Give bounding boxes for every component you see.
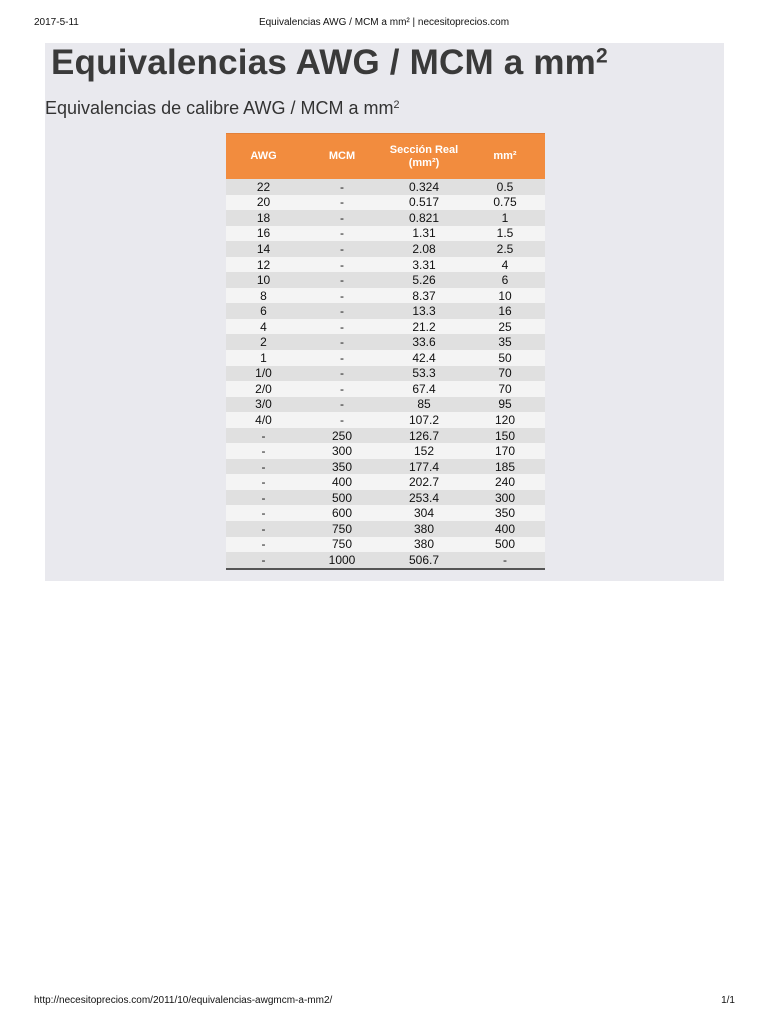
cell-awg: 22: [256, 179, 271, 194]
cell-mm2: 70: [498, 366, 512, 381]
cell-mcm: -: [340, 195, 344, 210]
cell-awg: -: [261, 506, 266, 521]
cell-mm2: 70: [498, 381, 512, 396]
cell-mcm: 750: [331, 537, 353, 552]
table-row: [226, 397, 545, 413]
cell-mcm: -: [340, 366, 344, 381]
cell-awg: 8: [260, 288, 267, 303]
cell-seccion: 67.4: [412, 381, 436, 396]
table-row: [226, 210, 545, 226]
cell-awg: -: [261, 521, 266, 536]
cell-awg: 2: [260, 335, 267, 350]
cell-awg: 4/0: [255, 412, 272, 427]
cell-awg: 18: [256, 210, 271, 225]
cell-seccion: 13.3: [412, 304, 436, 319]
cell-seccion: 380: [413, 537, 435, 552]
cell-seccion: 0.821: [408, 210, 440, 225]
cell-mm2: 1.5: [496, 226, 514, 241]
cell-mm2: 185: [494, 459, 516, 474]
table-row: [226, 288, 545, 304]
cell-mm2: 120: [494, 412, 516, 427]
cell-awg: -: [261, 428, 266, 443]
cell-seccion: 21.2: [412, 319, 436, 334]
cell-seccion: 107.2: [408, 412, 440, 427]
cell-awg: 14: [256, 241, 271, 256]
table-row: [226, 459, 545, 475]
cell-mcm: -: [340, 412, 344, 427]
cell-mcm: 1000: [328, 552, 356, 567]
cell-awg: -: [261, 444, 266, 459]
page-title: [51, 43, 608, 83]
cell-awg: -: [261, 459, 266, 474]
page-title-text: Equivalencias AWG / MCM a mm: [51, 43, 596, 82]
cell-mcm: -: [340, 319, 344, 334]
cell-mm2: 0.5: [496, 179, 514, 194]
cell-seccion: 152: [413, 444, 435, 459]
cell-mcm: -: [340, 179, 344, 194]
cell-mm2: 0.75: [493, 195, 517, 210]
cell-mcm: 600: [331, 506, 353, 521]
cell-awg: -: [261, 490, 266, 505]
cell-seccion: 380: [413, 521, 435, 536]
table-row: [226, 505, 545, 521]
cell-mcm: 300: [331, 444, 353, 459]
cell-mm2: 95: [498, 397, 512, 412]
cell-awg: 4: [260, 319, 267, 334]
cell-mcm: -: [340, 257, 344, 272]
cell-mcm: -: [340, 226, 344, 241]
cell-mcm: -: [340, 241, 344, 256]
page-subtitle-superscript: 2: [393, 99, 400, 112]
table-row: [226, 428, 545, 444]
cell-mm2: 35: [498, 335, 512, 350]
cell-awg: 1/0: [255, 366, 272, 381]
cell-awg: 10: [256, 273, 271, 288]
cell-awg: 6: [260, 304, 267, 319]
cell-awg: 3/0: [255, 397, 272, 412]
table-row: [226, 366, 545, 382]
table-row: [226, 474, 545, 490]
header-seccion-line1: Sección Real: [389, 143, 459, 156]
cell-seccion: 2.08: [412, 241, 436, 256]
table-body: [226, 179, 545, 568]
cell-mm2: -: [503, 552, 507, 567]
table-row: [226, 350, 545, 366]
cell-seccion: 8.37: [412, 288, 436, 303]
header-awg: AWG: [250, 150, 277, 162]
cell-mm2: 2.5: [496, 241, 514, 256]
table-row: [226, 490, 545, 506]
cell-mcm: 400: [331, 475, 353, 490]
cell-seccion: 253.4: [408, 490, 440, 505]
cell-mcm: -: [340, 350, 344, 365]
cell-mcm: -: [340, 273, 344, 288]
cell-awg: 16: [256, 226, 271, 241]
cell-mm2: 170: [494, 444, 516, 459]
cell-seccion: 3.31: [412, 257, 436, 272]
cell-seccion: 1.31: [412, 226, 436, 241]
cell-mcm: 750: [331, 521, 353, 536]
print-title: Equivalencias AWG / MCM a mm² | necesitoprecios.com: [258, 17, 510, 28]
cell-mcm: -: [340, 288, 344, 303]
cell-mcm: -: [340, 304, 344, 319]
page-subtitle-text: Equivalencias de calibre AWG / MCM a mm: [45, 98, 394, 118]
table-row: [226, 179, 545, 195]
cell-mcm: -: [340, 381, 344, 396]
cell-awg: 20: [256, 195, 271, 210]
cell-seccion: 0.324: [408, 179, 440, 194]
table-row: [226, 552, 545, 568]
table-row: [226, 226, 545, 242]
cell-mm2: 50: [498, 350, 512, 365]
table-header: [226, 133, 545, 179]
cell-mm2: 6: [501, 273, 509, 288]
cell-mm2: 150: [494, 428, 516, 443]
page-subtitle: [45, 98, 399, 119]
cell-mm2: 4: [501, 257, 509, 272]
cell-mm2: 25: [498, 319, 512, 334]
table-row: [226, 381, 545, 397]
cell-seccion: 304: [413, 506, 435, 521]
header-mcm: MCM: [328, 150, 356, 162]
cell-seccion: 126.7: [408, 428, 440, 443]
cell-seccion: 5.26: [412, 273, 436, 288]
equivalence-table: [226, 133, 545, 570]
table-row: [226, 443, 545, 459]
cell-seccion: 177.4: [408, 459, 440, 474]
cell-mm2: 16: [498, 304, 512, 319]
cell-seccion: 0.517: [408, 195, 440, 210]
cell-awg: -: [261, 537, 266, 552]
cell-mm2: 1: [501, 210, 509, 225]
cell-awg: -: [261, 475, 266, 490]
table-row: [226, 272, 545, 288]
page-title-superscript: 2: [596, 44, 608, 68]
cell-seccion: 33.6: [412, 335, 436, 350]
cell-mcm: 500: [331, 490, 353, 505]
cell-awg: 2/0: [255, 381, 272, 396]
cell-mcm: -: [340, 335, 344, 350]
cell-seccion: 85: [417, 397, 431, 412]
header-mm2: mm²: [493, 150, 517, 162]
cell-awg: 1: [260, 350, 267, 365]
cell-mcm: -: [340, 397, 344, 412]
table-row: [226, 319, 545, 335]
cell-awg: -: [261, 552, 266, 567]
cell-seccion: 42.4: [412, 350, 436, 365]
table-row: [226, 521, 545, 537]
cell-mm2: 350: [494, 506, 516, 521]
table-row: [226, 412, 545, 428]
print-page-count: 1/1: [721, 995, 735, 1006]
content-panel: [45, 43, 724, 581]
cell-mm2: 240: [494, 475, 516, 490]
table-row: [226, 241, 545, 257]
cell-mcm: 250: [331, 428, 353, 443]
table-row: [226, 334, 545, 350]
cell-mm2: 400: [494, 521, 516, 536]
cell-mcm: -: [340, 210, 344, 225]
header-seccion: [383, 144, 465, 170]
table-row: [226, 537, 545, 553]
cell-mm2: 500: [494, 537, 516, 552]
print-date: 2017-5-11: [34, 17, 79, 28]
table-row: [226, 303, 545, 319]
cell-awg: 12: [256, 257, 271, 272]
cell-seccion: 202.7: [408, 475, 440, 490]
cell-seccion: 506.7: [408, 552, 440, 567]
print-url: http://necesitoprecios.com/2011/10/equivalencias-awgmcm-a-mm2/: [34, 995, 333, 1006]
cell-seccion: 53.3: [412, 366, 436, 381]
cell-mm2: 300: [494, 490, 516, 505]
table-row: [226, 195, 545, 211]
cell-mm2: 10: [498, 288, 512, 303]
table-row: [226, 257, 545, 273]
cell-mcm: 350: [331, 459, 353, 474]
header-seccion-line2: (mm²): [408, 156, 440, 169]
